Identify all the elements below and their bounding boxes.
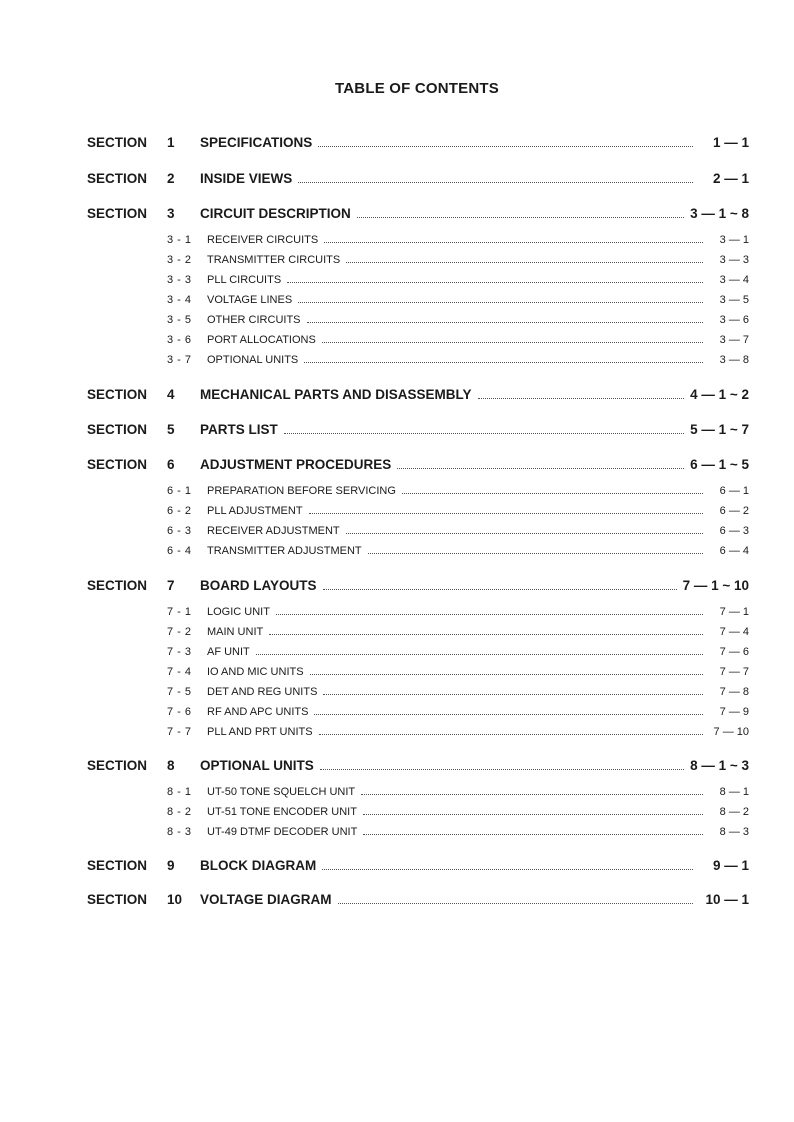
section-entry[interactable] <box>87 422 749 437</box>
subsection-page: 7 — 10 <box>713 726 749 738</box>
section-title: BLOCK DIAGRAM <box>200 858 317 873</box>
subsection-title: UT-51 TONE ENCODER UNIT <box>207 806 357 818</box>
page-title: TABLE OF CONTENTS <box>335 80 499 97</box>
subsection-page: 8 — 2 <box>719 806 749 818</box>
subsection-page: 6 — 4 <box>719 545 749 557</box>
dot-leader <box>397 468 684 469</box>
dot-leader <box>338 903 694 904</box>
section-page: 4 — 1 ~ 2 <box>690 387 749 402</box>
subsection-number: 7 - 3 <box>167 646 192 658</box>
section-word: SECTION <box>87 892 148 907</box>
subsection-title: PREPARATION BEFORE SERVICING <box>207 485 396 497</box>
subsection-title: RECEIVER CIRCUITS <box>207 234 319 246</box>
subsection-title: OTHER CIRCUITS <box>207 314 301 326</box>
subsection-number: 8 - 2 <box>167 806 192 818</box>
subsection-page: 7 — 9 <box>719 706 749 718</box>
section-number: 7 <box>167 578 175 593</box>
subsection-entry[interactable] <box>87 294 749 306</box>
subsection-page: 7 — 7 <box>719 666 749 678</box>
subsection-number: 8 - 1 <box>167 786 192 798</box>
dot-leader <box>478 398 685 399</box>
dot-leader <box>284 433 684 434</box>
section-number: 3 <box>167 206 175 221</box>
section-entry[interactable] <box>87 171 749 186</box>
subsection-number: 3 - 2 <box>167 254 192 266</box>
subsection-number: 7 - 4 <box>167 666 192 678</box>
subsection-entry[interactable] <box>87 525 749 537</box>
section-number: 2 <box>167 171 175 186</box>
subsection-page: 6 — 2 <box>719 505 749 517</box>
subsection-number: 6 - 4 <box>167 545 192 557</box>
subsection-page: 3 — 4 <box>719 274 749 286</box>
dot-leader <box>346 533 703 534</box>
section-page: 10 — 1 <box>705 892 749 907</box>
subsection-title: IO AND MIC UNITS <box>207 666 304 678</box>
subsection-number: 3 - 4 <box>167 294 192 306</box>
subsection-page: 3 — 7 <box>719 334 749 346</box>
section-entry[interactable] <box>87 858 749 873</box>
section-number: 9 <box>167 858 175 873</box>
dot-leader <box>346 262 703 263</box>
subsection-number: 3 - 1 <box>167 234 192 246</box>
subsection-entry[interactable] <box>87 254 749 266</box>
subsection-entry[interactable] <box>87 545 749 557</box>
section-entry[interactable] <box>87 457 749 472</box>
dot-leader <box>322 342 703 343</box>
dot-leader <box>402 493 703 494</box>
section-title: PARTS LIST <box>200 422 278 437</box>
subsection-number: 7 - 7 <box>167 726 192 738</box>
section-entry[interactable] <box>87 758 749 773</box>
section-title: BOARD LAYOUTS <box>200 578 317 593</box>
section-title: SPECIFICATIONS <box>200 135 313 150</box>
subsection-number: 6 - 3 <box>167 525 192 537</box>
subsection-entry[interactable] <box>87 314 749 326</box>
section-title: OPTIONAL UNITS <box>200 758 314 773</box>
section-entry[interactable] <box>87 578 749 593</box>
section-title: CIRCUIT DESCRIPTION <box>200 206 351 221</box>
section-word: SECTION <box>87 206 148 221</box>
subsection-title: UT-49 DTMF DECODER UNIT <box>207 826 358 838</box>
section-number: 5 <box>167 422 175 437</box>
dot-leader <box>324 242 703 243</box>
section-word: SECTION <box>87 422 148 437</box>
dot-leader <box>320 769 684 770</box>
section-word: SECTION <box>87 387 148 402</box>
dot-leader <box>323 694 703 695</box>
dot-leader <box>298 302 703 303</box>
subsection-entry[interactable] <box>87 826 749 838</box>
dot-leader <box>363 814 703 815</box>
subsection-entry[interactable] <box>87 726 749 738</box>
subsection-page: 7 — 8 <box>719 686 749 698</box>
subsection-page: 8 — 3 <box>719 826 749 838</box>
subsection-entry[interactable] <box>87 806 749 818</box>
section-word: SECTION <box>87 135 148 150</box>
subsection-title: MAIN UNIT <box>207 626 264 638</box>
section-page: 3 — 1 ~ 8 <box>690 206 749 221</box>
dot-leader <box>318 146 693 147</box>
section-title: ADJUSTMENT PROCEDURES <box>200 457 392 472</box>
subsection-entry[interactable] <box>87 354 749 366</box>
section-title: INSIDE VIEWS <box>200 171 293 186</box>
subsection-number: 6 - 1 <box>167 485 192 497</box>
subsection-title: PLL ADJUSTMENT <box>207 505 303 517</box>
subsection-page: 7 — 1 <box>719 606 749 618</box>
subsection-entry[interactable] <box>87 786 749 798</box>
subsection-page: 3 — 5 <box>719 294 749 306</box>
section-number: 8 <box>167 758 175 773</box>
section-entry[interactable] <box>87 135 749 150</box>
subsection-number: 3 - 5 <box>167 314 192 326</box>
section-entry[interactable] <box>87 206 749 221</box>
dot-leader <box>298 182 693 183</box>
section-number: 4 <box>167 387 175 402</box>
section-page: 9 — 1 <box>712 858 749 873</box>
subsection-entry[interactable] <box>87 686 749 698</box>
subsection-number: 7 - 5 <box>167 686 192 698</box>
dot-leader <box>357 217 684 218</box>
subsection-entry[interactable] <box>87 626 749 638</box>
section-word: SECTION <box>87 171 148 186</box>
dot-leader <box>363 834 703 835</box>
subsection-number: 7 - 2 <box>167 626 192 638</box>
dot-leader <box>310 674 703 675</box>
dot-leader <box>368 553 703 554</box>
section-page: 8 — 1 ~ 3 <box>690 758 749 773</box>
subsection-entry[interactable] <box>87 485 749 497</box>
section-word: SECTION <box>87 858 148 873</box>
subsection-number: 6 - 2 <box>167 505 192 517</box>
subsection-number: 7 - 1 <box>167 606 192 618</box>
subsection-entry[interactable] <box>87 334 749 346</box>
section-title: MECHANICAL PARTS AND DISASSEMBLY <box>200 387 472 402</box>
subsection-title: PLL CIRCUITS <box>207 274 282 286</box>
section-title: VOLTAGE DIAGRAM <box>200 892 332 907</box>
subsection-title: TRANSMITTER CIRCUITS <box>207 254 341 266</box>
subsection-number: 3 - 3 <box>167 274 192 286</box>
section-entry[interactable] <box>87 892 749 907</box>
dot-leader <box>304 362 703 363</box>
section-page: 1 — 1 <box>712 135 749 150</box>
subsection-entry[interactable] <box>87 606 749 618</box>
subsection-title: RECEIVER ADJUSTMENT <box>207 525 340 537</box>
subsection-title: TRANSMITTER ADJUSTMENT <box>207 545 362 557</box>
section-number: 1 <box>167 135 175 150</box>
dot-leader <box>309 513 703 514</box>
subsection-entry[interactable] <box>87 274 749 286</box>
section-page: 2 — 1 <box>712 171 749 186</box>
dot-leader <box>287 282 703 283</box>
subsection-number: 7 - 6 <box>167 706 192 718</box>
subsection-page: 8 — 1 <box>719 786 749 798</box>
subsection-number: 3 - 6 <box>167 334 192 346</box>
subsection-page: 7 — 4 <box>719 626 749 638</box>
section-word: SECTION <box>87 457 148 472</box>
subsection-title: PORT ALLOCATIONS <box>207 334 316 346</box>
subsection-entry[interactable] <box>87 706 749 718</box>
dot-leader <box>319 734 703 735</box>
subsection-entry[interactable] <box>87 234 749 246</box>
section-page: 5 — 1 ~ 7 <box>690 422 749 437</box>
section-page: 6 — 1 ~ 5 <box>690 457 749 472</box>
subsection-title: RF AND APC UNITS <box>207 706 309 718</box>
section-entry[interactable] <box>87 387 749 402</box>
dot-leader <box>256 654 703 655</box>
subsection-page: 6 — 1 <box>719 485 749 497</box>
subsection-title: UT-50 TONE SQUELCH UNIT <box>207 786 356 798</box>
subsection-number: 3 - 7 <box>167 354 192 366</box>
section-word: SECTION <box>87 578 148 593</box>
dot-leader <box>269 634 703 635</box>
subsection-page: 7 — 6 <box>719 646 749 658</box>
section-word: SECTION <box>87 758 148 773</box>
section-number: 10 <box>167 892 183 907</box>
subsection-title: DET AND REG UNITS <box>207 686 318 698</box>
subsection-page: 3 — 1 <box>719 234 749 246</box>
subsection-title: PLL AND PRT UNITS <box>207 726 313 738</box>
subsection-entry[interactable] <box>87 666 749 678</box>
dot-leader <box>323 589 677 590</box>
section-page: 7 — 1 ~ 10 <box>682 578 749 593</box>
subsection-title: LOGIC UNIT <box>207 606 270 618</box>
subsection-page: 3 — 8 <box>719 354 749 366</box>
subsection-number: 8 - 3 <box>167 826 192 838</box>
subsection-page: 6 — 3 <box>719 525 749 537</box>
subsection-page: 3 — 6 <box>719 314 749 326</box>
subsection-page: 3 — 3 <box>719 254 749 266</box>
dot-leader <box>307 322 704 323</box>
subsection-title: OPTIONAL UNITS <box>207 354 299 366</box>
dot-leader <box>314 714 703 715</box>
dot-leader <box>361 794 703 795</box>
dot-leader <box>276 614 703 615</box>
subsection-entry[interactable] <box>87 505 749 517</box>
section-number: 6 <box>167 457 175 472</box>
subsection-title: VOLTAGE LINES <box>207 294 293 306</box>
subsection-entry[interactable] <box>87 646 749 658</box>
subsection-title: AF UNIT <box>207 646 250 658</box>
dot-leader <box>322 869 693 870</box>
